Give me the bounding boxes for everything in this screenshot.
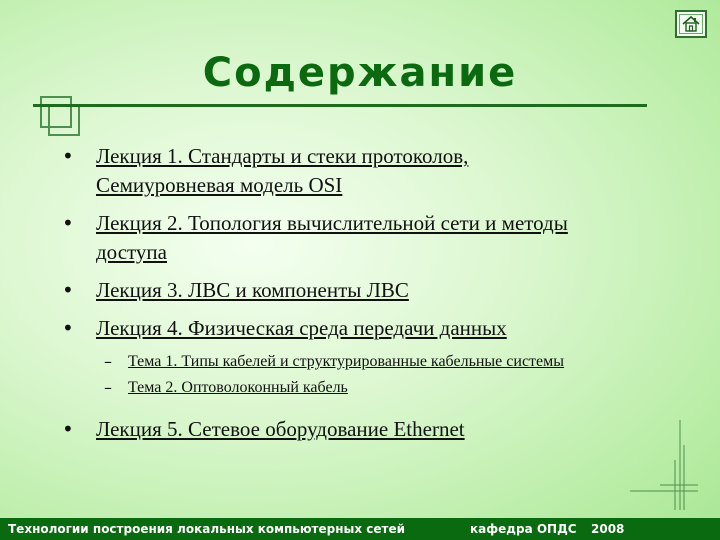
toc-subitem-topic-2 — [62, 377, 662, 399]
lecture-1-title-line1: Лекция 1. Стандарты и стеки протоколов, — [96, 144, 469, 168]
home-icon — [681, 15, 701, 33]
footer-course-title: Технологии построения локальных компьютерных сетей — [8, 522, 406, 536]
toc-item-lecture-2 — [62, 209, 662, 267]
bullet-icon: • — [62, 144, 74, 168]
toc-item-lecture-4 — [62, 314, 662, 343]
lecture-3-link[interactable]: Лекция 3. ЛВС и компоненты ЛВС — [96, 278, 409, 302]
footer-department: кафедра ОПДС — [470, 522, 577, 536]
footer-bar — [0, 518, 720, 540]
lecture-1-link[interactable] — [96, 144, 468, 197]
decorative-lines — [620, 415, 700, 515]
dash-icon: – — [104, 378, 112, 397]
lecture-2-link[interactable] — [96, 211, 568, 264]
toc-item-lecture-1 — [62, 142, 662, 200]
topic-1-link[interactable]: Тема 1. Типы кабелей и структурированные кабельные системы — [128, 353, 565, 370]
footer-year: 2008 — [591, 522, 625, 536]
lecture-1-title-line2: Семиуровневая модель OSI — [96, 173, 343, 197]
table-of-contents — [62, 142, 662, 444]
lecture-4-link[interactable]: Лекция 4. Физическая среда передачи данных — [96, 316, 507, 340]
lecture-2-title-line1: Лекция 2. Топология вычислительной сети и методы — [96, 211, 568, 235]
lecture-5-link[interactable]: Лекция 5. Сетевое оборудование Ethernet — [96, 417, 465, 441]
title-divider — [33, 104, 647, 107]
bullet-icon: • — [62, 417, 74, 441]
lecture-2-title-line2: доступа — [96, 240, 167, 264]
toc-item-lecture-3 — [62, 276, 662, 305]
decorative-square — [48, 104, 80, 136]
bullet-icon: • — [62, 211, 74, 235]
topic-2-link[interactable]: Тема 2. Оптоволоконный кабель — [128, 379, 348, 396]
dash-icon: – — [104, 352, 112, 371]
bullet-icon: • — [62, 316, 74, 340]
bullet-icon: • — [62, 278, 74, 302]
toc-subitem-topic-1 — [62, 351, 662, 373]
home-button[interactable] — [675, 10, 707, 38]
toc-item-lecture-5 — [62, 415, 662, 444]
slide-title: Содержание — [202, 50, 518, 96]
